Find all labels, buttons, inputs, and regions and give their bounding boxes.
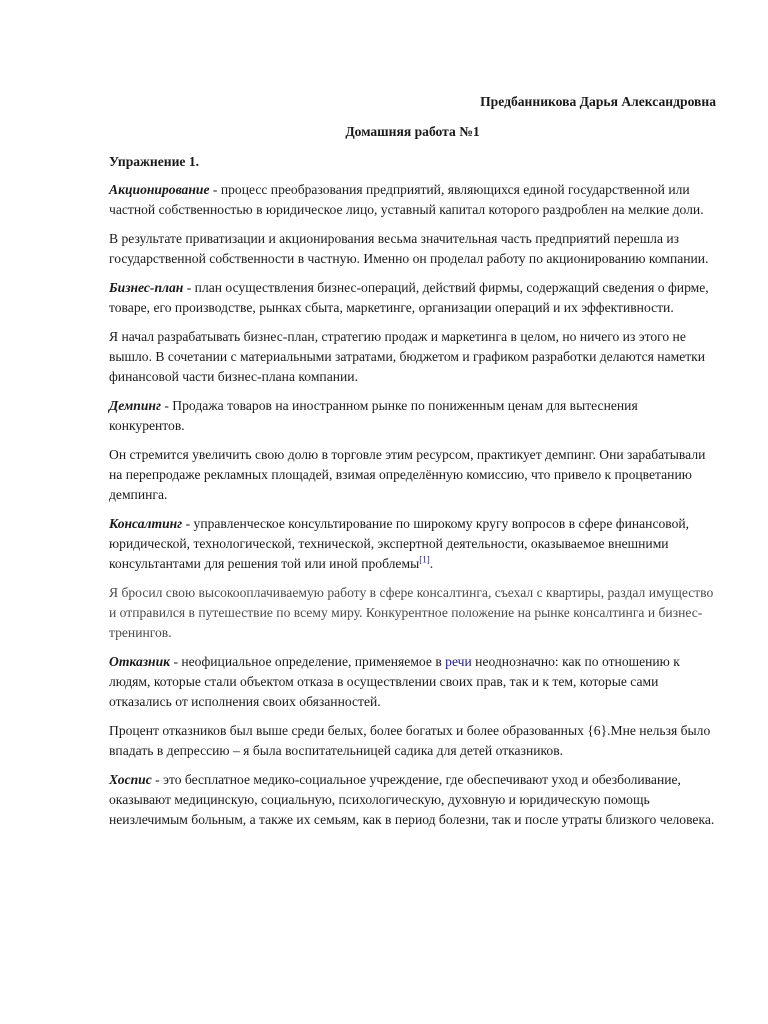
exercise-heading: Упражнение 1. <box>109 154 200 169</box>
document-title: Домашняя работа №1 <box>345 124 480 139</box>
definition-text-continued: неоднозначно: как по отношению к людям, которые стали объектом отказа в осуществлении своих прав, так и к тем, которые сами отказались от исполнения своих обязанностей. <box>109 654 680 709</box>
definition-text: - это бесплатное медико-социальное учреждение, где обеспечивают уход и обезболивание, оказывают медицинскую, социальную, психологическую, духовную и юридическую помощь неизлечимым больным, а также их семьям, как в период болезни, так и после утраты близкого человека. <box>109 772 715 827</box>
example-paragraph: В результате приватизации и акционирования весьма значительная часть предприятий перешла из государственной собственности в частную. Именно он проделал работу по акционированию компании. <box>109 231 709 266</box>
example-paragraph: Я бросил свою высокооплачиваемую работу в сфере консалтинга, съехал с квартиры, раздал имущество и отправился в путешествие по всему миру. Конкурентное положение на рынке консалтинга и бизнес-тренингов. <box>109 585 714 640</box>
author-name: Предбанникова Дарья Александровна <box>480 94 716 109</box>
definition-text: - неофициальное определение, применяемое в <box>170 654 446 669</box>
definition-text: - управленческое консультирование по широкому кругу вопросов в сфере финансовой, юридической, технологической, технической, экспертной деятельности, оказываемое внешними консультантами для решения той или иной проблемы <box>109 516 690 571</box>
definition-text: - Продажа товаров на иностранном рынке по пониженным ценам для вытеснения конкурентов. <box>109 398 638 433</box>
definition-end: . <box>429 556 434 571</box>
example-paragraph: Я начал разрабатывать бизнес-план, стратегию продаж и маркетинга в целом, но ничего из этого не вышло. В сочетании с материальными затратами, бюджетом и графиком разработки делаются наметки финансовой части бизнес-плана компании. <box>109 329 706 384</box>
example-paragraph: Процент отказников был выше среди белых, более богатых и более образованных {6}.Мне нельзя было впадать в депрессию – я была воспитательницей садика для детей отказников. <box>109 723 711 758</box>
term: Бизнес-план <box>109 280 184 295</box>
example-paragraph: Он стремится увеличить свою долю в торговле этим ресурсом, практикует демпинг. Они зарабатывали на перепродаже рекламных площадей, взимая определённую комиссию, что привело к процветанию демпинга. <box>109 447 706 502</box>
definition-paragraph <box>109 514 716 574</box>
document-page <box>109 92 716 839</box>
definition-paragraph <box>109 278 716 318</box>
definition-paragraph <box>109 652 716 712</box>
term: Демпинг <box>109 398 161 413</box>
term: Акционирование <box>109 182 210 197</box>
speech-link[interactable]: речи <box>445 654 472 669</box>
definition-paragraph <box>109 180 716 220</box>
definition-paragraph <box>109 770 716 830</box>
term: Отказник <box>109 654 171 669</box>
term: Консалтинг <box>109 516 183 531</box>
term: Хоспис <box>109 772 152 787</box>
definition-text: - процесс преобразования предприятий, являющихся единой государственной или частной собственностью в юридическое лицо, уставный капитал которого раздроблен на мелкие доли. <box>109 182 704 217</box>
footnote-link[interactable]: [1] <box>419 554 430 565</box>
definition-paragraph <box>109 396 716 436</box>
definition-text: - план осуществления бизнес-операций, действий фирмы, содержащий сведения о фирме, товаре, его производстве, рынках сбыта, маркетинге, организации операций и их эффективности. <box>109 280 709 315</box>
